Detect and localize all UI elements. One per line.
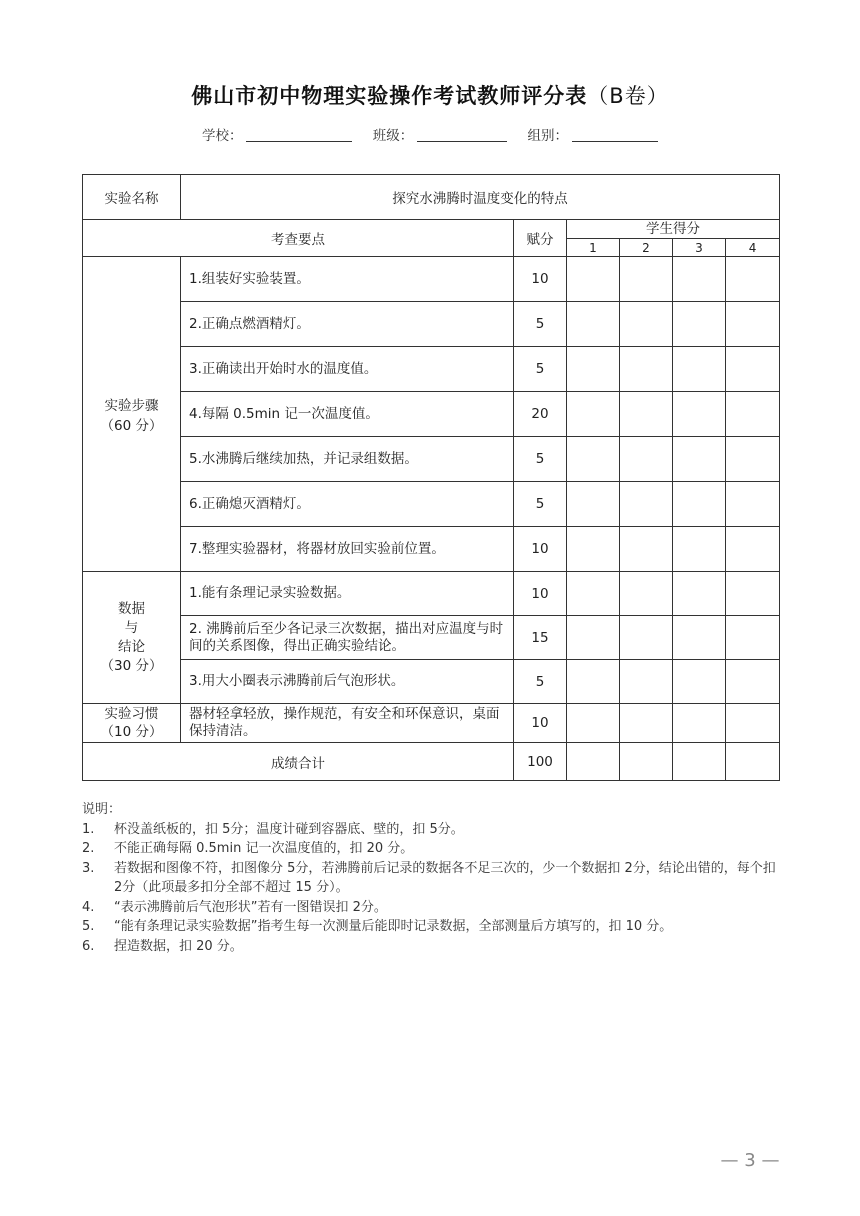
student-cell[interactable] <box>620 527 673 572</box>
student-cell[interactable] <box>726 704 780 743</box>
student-cell[interactable] <box>567 347 620 392</box>
group-label: 组别： <box>527 128 569 144</box>
student-1-header: 1 <box>567 239 620 257</box>
student-cell[interactable] <box>673 616 726 660</box>
student-cell[interactable] <box>567 704 620 743</box>
notes-list <box>82 820 782 957</box>
student-cell[interactable] <box>620 660 673 704</box>
total-score: 100 <box>514 743 567 781</box>
group-blank <box>572 127 658 142</box>
class-field <box>373 124 508 144</box>
section-points: （10 分） <box>100 724 163 740</box>
item-score: 5 <box>514 302 567 347</box>
experiment-name-row <box>83 175 780 220</box>
page-number: — 3 — <box>720 1150 780 1171</box>
list-item <box>82 820 782 840</box>
student-cell[interactable] <box>620 743 673 781</box>
item-score: 10 <box>514 257 567 302</box>
section-name: 实验习惯 <box>104 706 159 722</box>
student-cell[interactable] <box>620 302 673 347</box>
item-score: 10 <box>514 527 567 572</box>
student-cell[interactable] <box>567 616 620 660</box>
table-row <box>83 392 780 437</box>
student-cell[interactable] <box>726 527 780 572</box>
student-cell[interactable] <box>567 660 620 704</box>
student-4-header: 4 <box>726 239 780 257</box>
item-score: 5 <box>514 482 567 527</box>
student-cell[interactable] <box>567 302 620 347</box>
school-label: 学校： <box>201 128 243 144</box>
score-header: 赋分 <box>514 220 567 257</box>
note-text: 杯没盖纸板的，扣 5分；温度计碰到容器底、壁的，扣 5分。 <box>114 821 464 837</box>
title-paper: （B卷） <box>587 84 669 108</box>
section-points: （30 分） <box>100 657 163 674</box>
student-cell[interactable] <box>620 616 673 660</box>
table-row <box>83 302 780 347</box>
section-name: 实验步骤 <box>104 398 159 414</box>
section-steps-label <box>83 257 181 572</box>
student-cell[interactable] <box>726 660 780 704</box>
header-row <box>83 220 780 239</box>
points-header: 考查要点 <box>83 220 514 257</box>
note-number: 1. <box>82 821 95 837</box>
student-cell[interactable] <box>673 527 726 572</box>
student-cell[interactable] <box>726 347 780 392</box>
student-3-header: 3 <box>673 239 726 257</box>
total-row <box>83 743 780 781</box>
student-cell[interactable] <box>567 482 620 527</box>
experiment-name-label: 实验名称 <box>83 175 181 220</box>
item-text: 3.正确读出开始时水的温度值。 <box>181 347 514 392</box>
school-field <box>202 124 353 144</box>
item-text: 7.整理实验器材，将器材放回实验前位置。 <box>181 527 514 572</box>
student-cell[interactable] <box>726 257 780 302</box>
item-text: 2.正确点燃酒精灯。 <box>181 302 514 347</box>
student-cell[interactable] <box>726 616 780 660</box>
table-row <box>83 257 780 302</box>
list-item <box>82 917 782 937</box>
note-text: 捏造数据，扣 20 分。 <box>114 938 243 954</box>
item-text: 器材轻拿轻放，操作规范，有安全和环保意识，桌面保持清洁。 <box>181 704 514 743</box>
table-row <box>83 704 780 743</box>
item-score: 5 <box>514 660 567 704</box>
student-cell[interactable] <box>726 743 780 781</box>
student-cell[interactable] <box>620 347 673 392</box>
item-text: 3.用大小圈表示沸腾前后气泡形状。 <box>181 660 514 704</box>
item-text: 1.组装好实验装置。 <box>181 257 514 302</box>
student-cell[interactable] <box>673 392 726 437</box>
item-score: 10 <box>514 704 567 743</box>
student-cell[interactable] <box>567 257 620 302</box>
group-field <box>528 124 659 144</box>
student-cell[interactable] <box>726 482 780 527</box>
student-cell[interactable] <box>673 660 726 704</box>
section-name-line: 与 <box>124 619 139 636</box>
title-main: 佛山市初中物理实验操作考试教师评分表 <box>191 84 588 108</box>
student-cell[interactable] <box>567 527 620 572</box>
student-cell[interactable] <box>620 392 673 437</box>
class-label: 班级： <box>372 128 414 144</box>
student-cell[interactable] <box>673 482 726 527</box>
list-item <box>82 937 782 957</box>
item-text: 1.能有条理记录实验数据。 <box>181 572 514 616</box>
student-2-header: 2 <box>620 239 673 257</box>
table-row <box>83 660 780 704</box>
student-cell[interactable] <box>673 572 726 616</box>
item-text: 5.水沸腾后继续加热，并记录组数据。 <box>181 437 514 482</box>
item-text: 4.每隔 0.5min 记一次温度值。 <box>181 392 514 437</box>
student-cell[interactable] <box>620 482 673 527</box>
note-number: 4. <box>82 899 95 915</box>
item-score: 20 <box>514 392 567 437</box>
page-title <box>0 80 860 110</box>
scoring-table <box>82 174 780 781</box>
student-cell[interactable] <box>673 743 726 781</box>
student-cell[interactable] <box>673 302 726 347</box>
student-cell[interactable] <box>567 743 620 781</box>
student-cell[interactable] <box>620 704 673 743</box>
total-label: 成绩合计 <box>83 743 514 781</box>
student-cell[interactable] <box>620 257 673 302</box>
table-row <box>83 347 780 392</box>
class-blank <box>417 127 507 142</box>
note-number: 5. <box>82 919 95 934</box>
student-score-header: 学生得分 <box>567 220 780 239</box>
item-text: 6.正确熄灭酒精灯。 <box>181 482 514 527</box>
item-score: 5 <box>514 437 567 482</box>
school-blank <box>246 127 352 142</box>
student-cell[interactable] <box>567 437 620 482</box>
table-row <box>83 527 780 572</box>
item-text: 2. 沸腾前后至少各记录三次数据，描出对应温度与时间的关系图像，得出正确实验结论。 <box>181 616 514 660</box>
section-points: （60 分） <box>100 418 163 434</box>
note-text: “能有条理记录实验数据”指考生每一次测量后能即时记录数据，全部测量后方填写的，扣 10 分。 <box>114 919 673 934</box>
note-text: “表示沸腾前后气泡形状”若有一图错误扣 2分。 <box>114 899 387 915</box>
notes-heading: 说明： <box>82 802 122 817</box>
table-row <box>83 437 780 482</box>
section-habit-label <box>83 704 181 743</box>
experiment-name-value: 探究水沸腾时温度变化的特点 <box>181 175 780 220</box>
list-item <box>82 898 782 918</box>
student-cell[interactable] <box>673 704 726 743</box>
table-row <box>83 572 780 616</box>
item-score: 10 <box>514 572 567 616</box>
student-cell[interactable] <box>726 437 780 482</box>
item-score: 15 <box>514 616 567 660</box>
student-cell[interactable] <box>567 392 620 437</box>
student-cell[interactable] <box>673 257 726 302</box>
table-row <box>83 616 780 660</box>
student-cell[interactable] <box>673 347 726 392</box>
list-item <box>82 859 782 898</box>
section-name-line: 数据 <box>118 600 145 617</box>
note-number: 6. <box>82 938 95 954</box>
info-fields <box>0 124 860 144</box>
notes <box>82 800 782 956</box>
list-item <box>82 839 782 859</box>
note-number: 3. <box>82 860 95 876</box>
student-cell[interactable] <box>620 572 673 616</box>
student-cell[interactable] <box>567 572 620 616</box>
note-number: 2. <box>82 841 95 856</box>
note-text: 不能正确每隔 0.5min 记一次温度值的，扣 20 分。 <box>114 841 414 856</box>
section-name-line: 结论 <box>118 638 145 655</box>
section-data-label <box>83 572 181 704</box>
student-cell[interactable] <box>673 437 726 482</box>
table-row <box>83 482 780 527</box>
student-cell[interactable] <box>726 572 780 616</box>
student-cell[interactable] <box>620 437 673 482</box>
student-cell[interactable] <box>726 392 780 437</box>
note-text: 若数据和图像不符，扣图像分 5分，若沸腾前后记录的数据各不足三次的，少一个数据扣 2分，结论出错的，每个扣 2分（此项最多扣分全部不超过 15 分）。 <box>114 860 776 895</box>
student-cell[interactable] <box>726 302 780 347</box>
item-score: 5 <box>514 347 567 392</box>
